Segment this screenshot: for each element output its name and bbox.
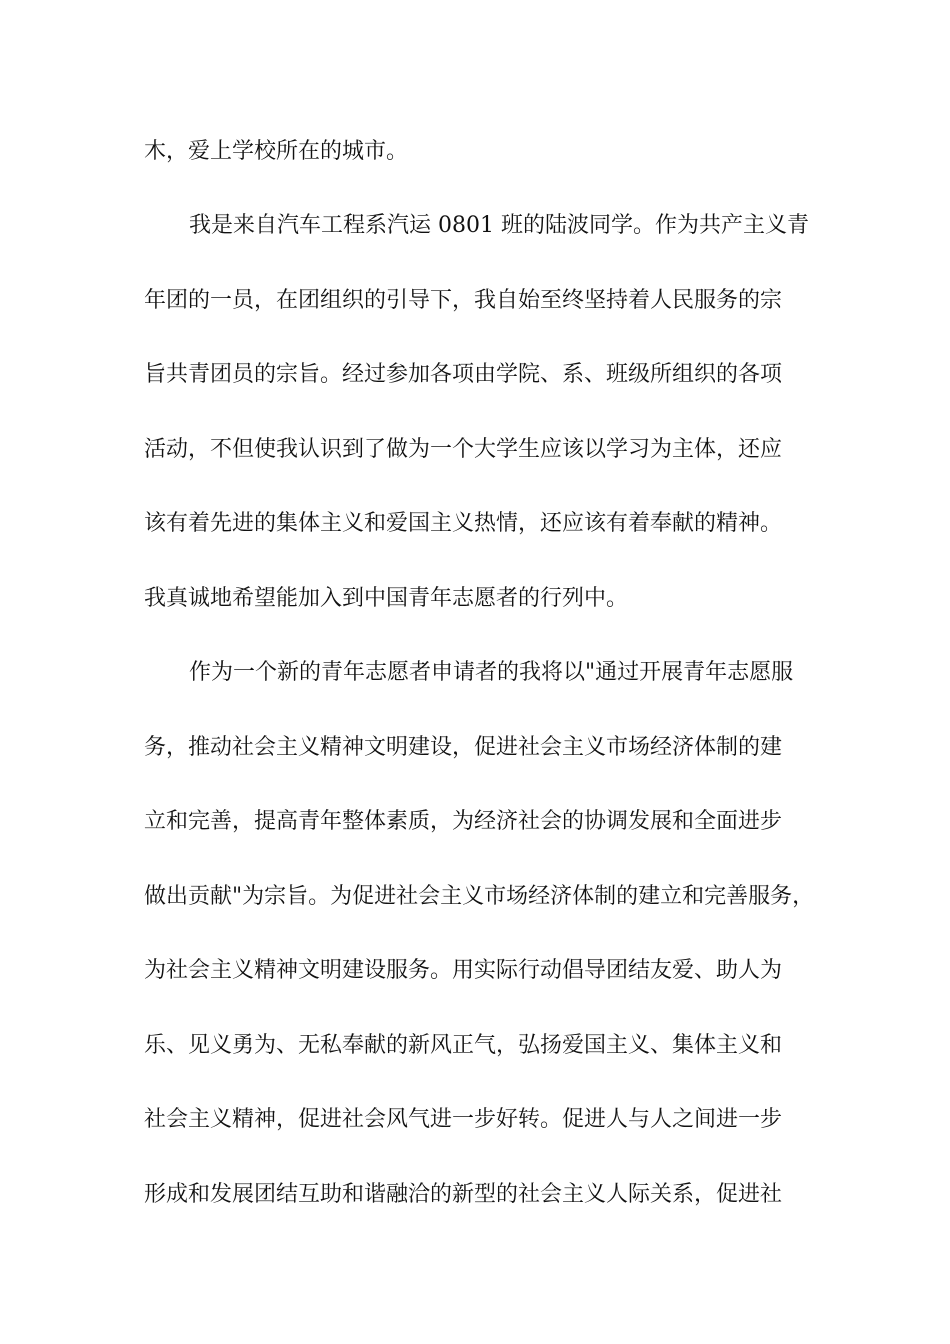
text-line: 立和完善，提高青年整体素质，为经济社会的协调发展和全面进步 [144,809,783,834]
text-line: 形成和发展团结互助和谐融洽的新型的社会主义人际关系，促进社 [144,1182,783,1207]
text-line: 做出贡献"为宗旨。为促进社会主义市场经济体制的建立和完善服务， [144,884,815,909]
text-line: 活动，不但使我认识到了做为一个大学生应该以学习为主体，还应 [144,437,783,462]
paragraph-first-line: 我是来自汽车工程系汽运 0801 班的陆波同学。作为共产主义青 [189,213,809,238]
text-line: 社会主义精神，促进社会风气进一步好转。促进人与人之间进一步 [144,1107,783,1132]
text-line: 旨共青团员的宗旨。经过参加各项由学院、系、班级所组织的各项 [144,362,783,387]
text-line: 年团的一员，在团组织的引导下，我自始至终坚持着人民服务的宗 [144,288,783,313]
text-line: 我真诚地希望能加入到中国青年志愿者的行列中。 [144,586,629,611]
text-line: 为社会主义精神文明建设服务。用实际行动倡导团结友爱、助人为 [144,958,783,983]
text-line: 木，爱上学校所在的城市。 [144,139,409,164]
text-line: 乐、见义勇为、无私奉献的新风正气，弘扬爱国主义、集体主义和 [144,1033,783,1058]
text-line: 该有着先进的集体主义和爱国主义热情，还应该有着奉献的精神。 [144,511,783,536]
paragraph-first-line: 作为一个新的青年志愿者申请者的我将以"通过开展青年志愿服 [189,660,794,685]
text-line: 务，推动社会主义精神文明建设，促进社会主义市场经济体制的建 [144,735,783,760]
